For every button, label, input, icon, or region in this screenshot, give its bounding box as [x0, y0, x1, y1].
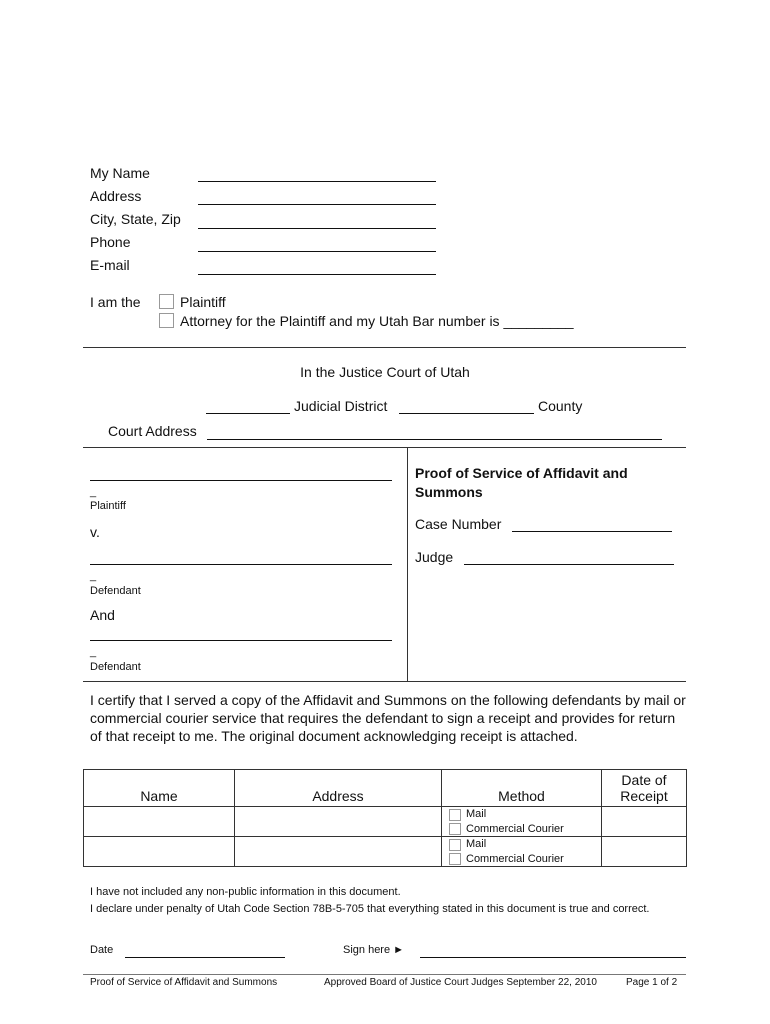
divider	[83, 447, 686, 448]
footer-approval: Approved Board of Justice Court Judges September 22, 2010	[324, 977, 597, 988]
county-field[interactable]	[399, 413, 534, 414]
and-label: And	[90, 607, 115, 623]
courier-label: Commercial Courier	[466, 823, 564, 835]
address-cell[interactable]	[235, 837, 442, 867]
email-field[interactable]	[198, 274, 436, 275]
underscore-mark: _	[90, 486, 97, 498]
certification-text: I certify that I served a copy of the Affidavit and Summons on the following defendants by mail or commercial courier service that requires the defendant to sign a receipt and provides for return of that receipt to me. The original document acknowledging receipt is attached.	[90, 692, 686, 744]
judge-field[interactable]	[464, 564, 674, 565]
phone-label: Phone	[90, 234, 131, 250]
signature-field[interactable]	[420, 957, 686, 958]
plaintiff-name-field[interactable]	[90, 480, 392, 481]
case-number-label: Case Number	[415, 516, 502, 532]
divider	[83, 681, 686, 682]
non-public-statement: I have not included any non-public information in this document.	[90, 886, 401, 898]
attorney-option-label: Attorney for the Plaintiff and my Utah Bar number is _________	[180, 313, 574, 329]
courier-checkbox[interactable]	[449, 823, 461, 835]
courier-label: Commercial Courier	[466, 853, 564, 865]
district-label: Judicial District	[294, 398, 388, 414]
address-cell[interactable]	[235, 807, 442, 837]
name-cell[interactable]	[84, 837, 235, 867]
method-cell	[442, 837, 602, 867]
method-cell	[442, 807, 602, 837]
courier-checkbox[interactable]	[449, 853, 461, 865]
footer-rule	[83, 974, 686, 975]
date-cell[interactable]	[602, 807, 687, 837]
court-address-label: Court Address	[108, 423, 197, 439]
sign-here-label: Sign here ►	[343, 944, 405, 956]
date-cell[interactable]	[602, 837, 687, 867]
mail-label: Mail	[466, 838, 487, 850]
judge-label: Judge	[415, 549, 454, 565]
underscore-mark: _	[90, 570, 97, 582]
date-field[interactable]	[125, 957, 285, 958]
county-label: County	[538, 398, 583, 414]
email-label: E-mail	[90, 257, 130, 273]
table-row	[84, 837, 687, 867]
defendant-caption-label: Defendant	[90, 585, 141, 597]
defendant-name-field[interactable]	[90, 564, 392, 565]
defendant2-name-field[interactable]	[90, 640, 392, 641]
address-label: Address	[90, 188, 142, 204]
penalty-statement: I declare under penalty of Utah Code Section 78B-5-705 that everything stated in this document is true and correct.	[90, 903, 650, 915]
underscore-mark: _	[90, 646, 97, 658]
city-state-zip-field[interactable]	[198, 228, 436, 229]
caption-divider	[407, 448, 408, 681]
header-date-of-receipt: Date of Receipt	[602, 770, 687, 807]
district-field[interactable]	[206, 413, 290, 414]
mail-checkbox[interactable]	[449, 809, 461, 821]
mail-checkbox[interactable]	[449, 839, 461, 851]
plaintiff-checkbox[interactable]	[159, 294, 174, 309]
versus-label: v.	[90, 524, 100, 540]
city-state-zip-label: City, State, Zip	[90, 211, 181, 227]
court-address-field[interactable]	[207, 439, 662, 440]
phone-field[interactable]	[198, 251, 436, 252]
role-label: I am the	[90, 294, 141, 310]
footer-form-title: Proof of Service of Affidavit and Summons	[90, 977, 278, 988]
my-name-label: My Name	[90, 165, 150, 181]
header-name: Name	[84, 770, 235, 807]
footer-page-number: Page 1 of 2	[626, 977, 678, 988]
plaintiff-caption-label: Plaintiff	[90, 500, 126, 512]
mail-label: Mail	[466, 808, 487, 820]
document-title: Proof of Service of Affidavit and Summons	[415, 465, 628, 500]
my-name-field[interactable]	[198, 181, 436, 182]
plaintiff-option-label: Plaintiff	[180, 294, 226, 310]
service-table	[83, 769, 687, 867]
header-address: Address	[235, 770, 442, 807]
attorney-checkbox[interactable]	[159, 313, 174, 328]
case-number-field[interactable]	[512, 531, 672, 532]
divider	[83, 347, 686, 348]
defendant2-caption-label: Defendant	[90, 661, 141, 673]
date-label: Date	[90, 944, 114, 956]
address-field[interactable]	[198, 204, 436, 205]
court-title: In the Justice Court of Utah	[300, 364, 470, 380]
header-method: Method	[442, 770, 602, 807]
name-cell[interactable]	[84, 807, 235, 837]
table-row	[84, 807, 687, 837]
